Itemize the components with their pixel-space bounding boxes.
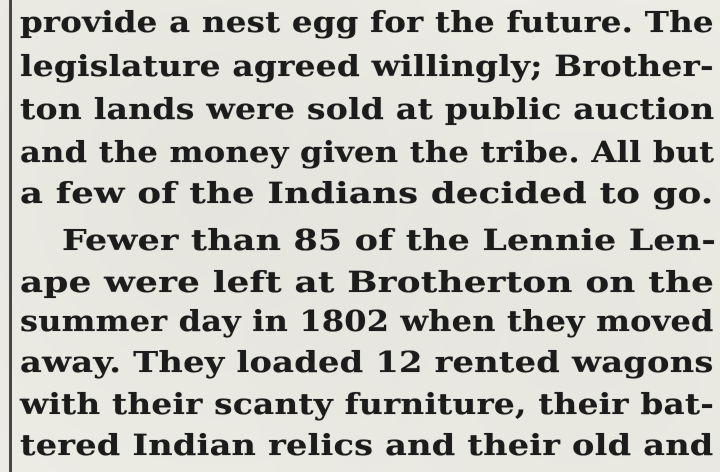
text-line: with their scanty furniture, their bat- xyxy=(20,387,715,421)
text-line: ton lands were sold at public auction xyxy=(20,92,715,126)
text-line: a few of the Indians decided to go. xyxy=(20,176,714,210)
text-line: ape were left at Brotherton on the xyxy=(20,265,715,299)
text-line: Fewer than 85 of the Lennie Len- xyxy=(62,223,717,257)
text-line: provide a nest egg for the future. The xyxy=(20,5,714,39)
text-line: and the money given the tribe. All but xyxy=(20,135,715,169)
text-line: legislature agreed willingly; Brother- xyxy=(20,49,714,83)
column-rule xyxy=(9,0,12,472)
text-line: summer day in 1802 when they moved xyxy=(20,304,714,338)
text-line: tered Indian relics and their old and xyxy=(20,428,714,462)
text-line: away. They loaded 12 rented wagons xyxy=(20,345,714,379)
